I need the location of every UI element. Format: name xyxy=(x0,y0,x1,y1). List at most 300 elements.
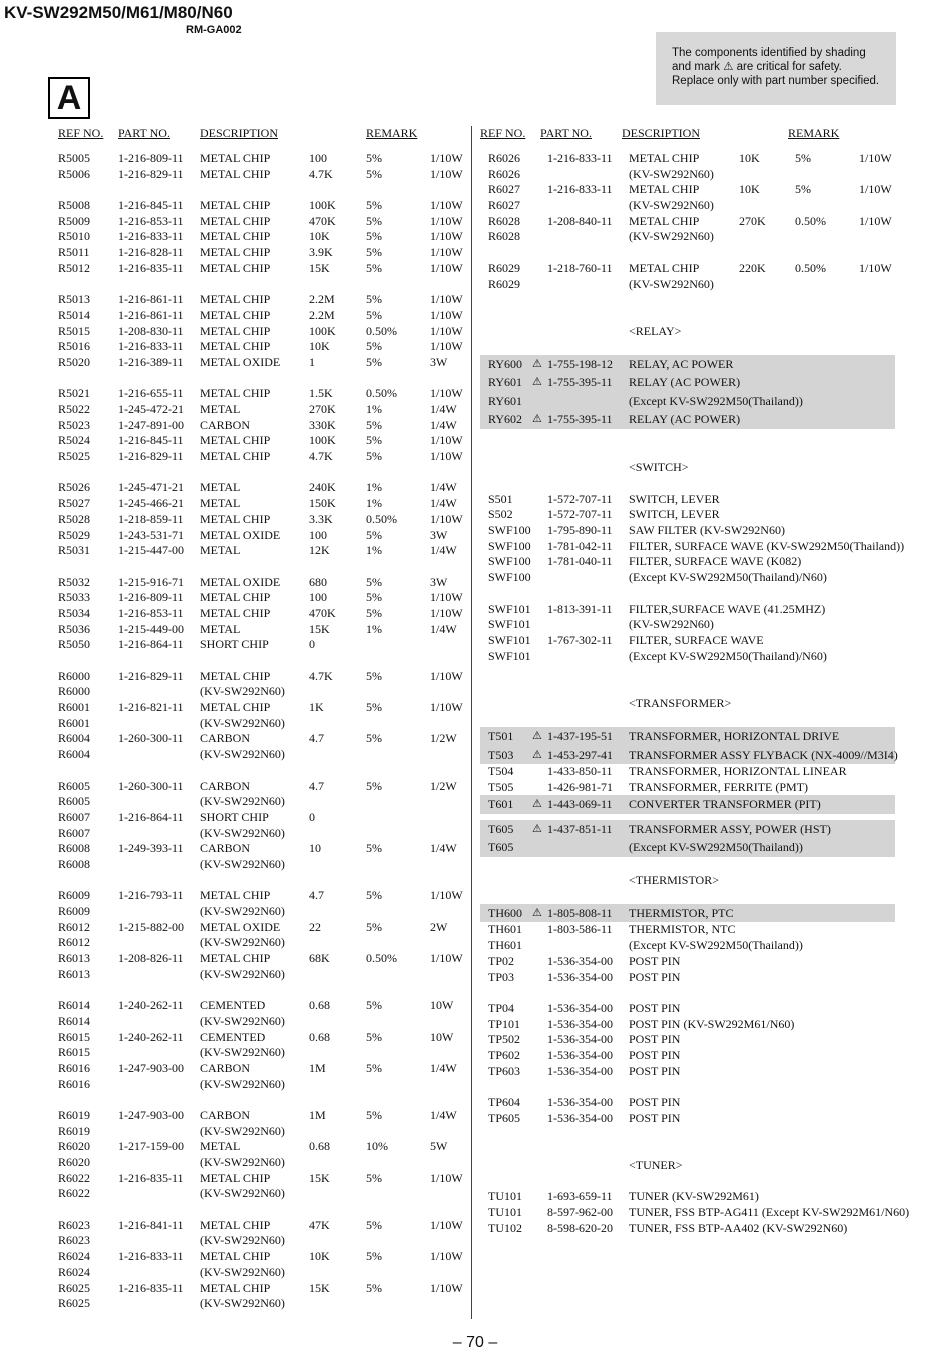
row-gap xyxy=(480,1173,895,1189)
ref-no: SWF100 xyxy=(488,570,531,585)
description: METAL CHIP xyxy=(200,951,271,966)
description: (Except KV-SW292M50(Thailand)/N60) xyxy=(629,570,827,585)
part-no: 1-216-833-11 xyxy=(118,339,184,354)
row-gap xyxy=(480,476,895,492)
row-gap xyxy=(480,664,895,680)
value: 22 xyxy=(309,919,321,934)
part-no: 1-781-040-11 xyxy=(547,554,613,569)
tolerance: 0.50% xyxy=(795,213,826,228)
tolerance: 1% xyxy=(366,402,382,416)
value: 100 xyxy=(309,527,327,542)
parts-row xyxy=(480,633,895,649)
part-no: 1-216-833-11 xyxy=(118,1249,184,1264)
ref-no: R6019 xyxy=(58,1107,91,1122)
parts-row xyxy=(58,308,468,324)
tolerance: 5% xyxy=(795,182,811,197)
ref-no: R6009 xyxy=(58,888,91,903)
description: (KV-SW292N60) xyxy=(200,935,285,950)
parts-row xyxy=(58,167,468,183)
parts-row xyxy=(58,229,468,245)
parts-row xyxy=(480,554,895,570)
ref-no: R5022 xyxy=(58,402,91,416)
category-heading xyxy=(480,873,895,889)
description: CEMENTED xyxy=(200,1029,266,1044)
description: METAL CHIP xyxy=(629,260,700,275)
ref-no: R6019 xyxy=(58,1123,91,1138)
part-no: 1-249-393-11 xyxy=(118,841,184,856)
value: 2.2M xyxy=(309,292,335,307)
description: METAL CHIP xyxy=(629,213,700,228)
tolerance: 5% xyxy=(366,778,382,793)
tolerance: 1% xyxy=(366,621,382,636)
value: 15K xyxy=(309,260,330,275)
category-heading xyxy=(480,696,895,712)
parts-row xyxy=(480,182,895,198)
value: 4.7 xyxy=(309,731,324,746)
part-no: 1-240-262-11 xyxy=(118,1029,184,1044)
part-no: 1-216-389-11 xyxy=(118,354,184,369)
parts-row xyxy=(58,214,468,230)
tolerance: 5% xyxy=(366,574,382,589)
ref-no: R5006 xyxy=(58,166,91,181)
parts-row xyxy=(58,606,468,622)
tolerance: 0.50% xyxy=(366,511,397,526)
ref-no: R5021 xyxy=(58,386,91,401)
ref-no: RY601 xyxy=(488,393,523,408)
row-gap xyxy=(58,371,468,387)
ref-no: RY601 xyxy=(488,375,523,390)
value: 1K xyxy=(309,700,324,715)
part-no: 1-216-841-11 xyxy=(118,1217,184,1232)
ref-no: TP603 xyxy=(488,1063,521,1078)
rating: 1/4W xyxy=(430,621,457,636)
parts-row xyxy=(480,538,905,555)
ref-no: R6009 xyxy=(58,904,91,918)
ref-no: R5023 xyxy=(58,417,91,432)
ref-no: R6004 xyxy=(58,747,91,762)
parts-row xyxy=(58,292,468,308)
description: METAL CHIP xyxy=(200,668,271,683)
ref-no: TP604 xyxy=(488,1095,521,1109)
description: THERMISTOR, NTC xyxy=(629,922,736,937)
ref-no: TP02 xyxy=(488,953,515,968)
tolerance: 5% xyxy=(366,151,382,165)
parts-row xyxy=(480,1095,895,1111)
part-no: 1-245-466-21 xyxy=(118,496,184,511)
description: POST PIN xyxy=(629,1095,681,1109)
part-no: 8-598-620-20 xyxy=(547,1220,613,1235)
parts-list-right xyxy=(480,151,910,1236)
row-gap xyxy=(480,245,895,261)
description: (KV-SW292N60) xyxy=(200,825,285,840)
ref-no: T505 xyxy=(488,779,514,794)
tolerance: 0.50% xyxy=(366,386,397,401)
ref-no: R5028 xyxy=(58,511,91,526)
safety-critical-row xyxy=(480,904,895,923)
tolerance: 5% xyxy=(366,433,382,448)
rating: 1/4W xyxy=(430,1107,457,1122)
part-no: 1-437-195-51 xyxy=(547,729,613,743)
tolerance: 5% xyxy=(366,417,382,432)
part-no: 1-216-861-11 xyxy=(118,307,184,322)
ref-no: R6014 xyxy=(58,1013,91,1028)
parts-row xyxy=(58,543,468,559)
rating: 1/10W xyxy=(859,182,892,197)
parts-row xyxy=(58,1249,468,1265)
part-no: 1-208-830-11 xyxy=(118,323,184,338)
description: TUNER, FSS BTP-AG411 (Except KV-SW292M61/N60) xyxy=(629,1204,910,1219)
part-no: 1-693-659-11 xyxy=(547,1189,613,1204)
part-no: 1-755-198-12 xyxy=(547,356,613,371)
ref-no: R6016 xyxy=(58,1076,91,1091)
row-gap xyxy=(480,888,895,904)
description: (KV-SW292N60) xyxy=(200,1076,285,1091)
part-no: 1-216-809-11 xyxy=(118,590,184,605)
ref-no: TH601 xyxy=(488,938,522,953)
row-gap xyxy=(58,1202,468,1218)
part-no: 1-216-809-11 xyxy=(118,151,184,165)
parts-row xyxy=(58,888,468,904)
row-gap xyxy=(58,1092,468,1108)
parts-row xyxy=(58,731,468,747)
row-gap xyxy=(480,339,895,355)
ref-no: R5024 xyxy=(58,433,91,448)
tolerance: 5% xyxy=(366,1029,382,1044)
description: METAL OXIDE xyxy=(200,919,281,934)
parts-row xyxy=(480,780,895,796)
ref-no: R5050 xyxy=(58,637,91,652)
parts-row xyxy=(58,857,468,873)
tolerance: 5% xyxy=(366,213,382,228)
description: METAL CHIP xyxy=(200,511,271,526)
part-no: 1-803-586-11 xyxy=(547,922,613,937)
rating: 5W xyxy=(430,1139,448,1154)
header-part-no: PART NO. xyxy=(540,126,592,140)
rating: 1/10W xyxy=(430,1249,463,1264)
tolerance: 5% xyxy=(795,151,811,165)
parts-row xyxy=(480,970,895,986)
parts-row xyxy=(58,433,468,449)
description: CARBON xyxy=(200,417,251,432)
parts-row xyxy=(480,1048,895,1064)
ref-no: R5020 xyxy=(58,354,91,369)
ref-no: R5032 xyxy=(58,574,91,589)
description: SHORT CHIP xyxy=(200,809,269,824)
description: (KV-SW292N60) xyxy=(629,229,714,244)
description: METAL CHIP xyxy=(629,182,700,197)
ref-no: R6013 xyxy=(58,951,91,966)
description: TRANSFORMER, HORIZONTAL LINEAR xyxy=(629,764,847,778)
value: 3.3K xyxy=(309,511,333,526)
parts-row xyxy=(58,1045,468,1061)
ref-no: SWF100 xyxy=(488,538,531,553)
description: (KV-SW292N60) xyxy=(200,1264,285,1279)
description: METAL CHIP xyxy=(200,386,271,401)
part-no: 1-216-864-11 xyxy=(118,637,184,652)
ref-no: T504 xyxy=(488,764,514,778)
rating: 10W xyxy=(430,1029,454,1044)
value: 240K xyxy=(309,480,336,495)
value: 1 xyxy=(309,354,315,369)
ref-no: R5031 xyxy=(58,543,91,558)
row-gap xyxy=(480,711,895,727)
warning-triangle-icon: ⚠ xyxy=(532,729,542,742)
value: 2.2M xyxy=(309,307,335,322)
ref-no: R6016 xyxy=(58,1060,91,1075)
description: CARBON xyxy=(200,778,251,793)
value: 15K xyxy=(309,1170,330,1185)
description: CARBON xyxy=(200,731,251,746)
description: (KV-SW292N60) xyxy=(200,1155,285,1169)
parts-row xyxy=(58,198,468,214)
part-no: 1-437-851-11 xyxy=(547,821,613,836)
header-description: DESCRIPTION xyxy=(622,126,701,140)
warning-triangle-icon: ⚠ xyxy=(532,797,542,811)
description: METAL CHIP xyxy=(200,1249,271,1264)
ref-no: T501 xyxy=(488,729,514,743)
row-gap xyxy=(480,308,895,324)
rating: 1/10W xyxy=(430,1217,463,1232)
ref-no: R6022 xyxy=(58,1170,91,1185)
part-no: 1-216-835-11 xyxy=(118,1170,184,1185)
ref-no: R5014 xyxy=(58,307,91,322)
value: 3.9K xyxy=(309,245,333,260)
value: 15K xyxy=(309,1280,330,1295)
part-no: 1-245-471-21 xyxy=(118,480,184,495)
parts-row xyxy=(58,386,468,402)
description: (KV-SW292N60) xyxy=(200,904,285,918)
description: METAL xyxy=(200,1139,241,1154)
rating: 1/10W xyxy=(430,511,463,526)
parts-row xyxy=(480,1017,895,1033)
parts-row xyxy=(480,523,895,539)
tolerance: 0.50% xyxy=(366,323,397,338)
header-ref-no: REF NO. xyxy=(58,126,104,140)
warning-triangle-icon: ⚠ xyxy=(532,356,542,370)
tolerance: 5% xyxy=(366,1280,382,1295)
rating: 1/10W xyxy=(430,668,463,683)
description: FILTER,SURFACE WAVE (41.25MHZ) xyxy=(629,601,826,616)
value: 270K xyxy=(739,213,766,228)
parts-row xyxy=(480,922,895,938)
parts-row xyxy=(58,480,468,496)
ref-no: R6004 xyxy=(58,731,91,746)
parts-row xyxy=(58,998,468,1014)
parts-row xyxy=(58,1218,468,1234)
part-no: 1-208-840-11 xyxy=(547,213,613,228)
part-no: 1-216-829-11 xyxy=(118,668,184,683)
value: 4.7 xyxy=(309,778,324,793)
description: (KV-SW292N60) xyxy=(629,276,714,291)
description: CONVERTER TRANSFORMER (PIT) xyxy=(629,797,821,812)
rating: 1/10W xyxy=(430,213,463,228)
parts-row xyxy=(58,324,468,340)
rating: 1/10W xyxy=(430,292,463,307)
rating: 1/10W xyxy=(430,260,463,275)
parts-row xyxy=(58,1108,468,1124)
rating: 1/10W xyxy=(430,198,463,213)
tolerance: 5% xyxy=(366,198,382,213)
part-no: 1-216-835-11 xyxy=(118,1280,184,1295)
parts-row xyxy=(480,507,895,523)
part-no: 1-216-845-11 xyxy=(118,198,184,213)
part-no: 1-216-828-11 xyxy=(118,245,184,260)
description: POST PIN xyxy=(629,1047,681,1062)
part-no: 1-216-845-11 xyxy=(118,433,184,448)
rating: 1/10W xyxy=(430,386,463,401)
parts-row xyxy=(58,1030,468,1046)
header-remark: REMARK xyxy=(366,126,418,140)
rating: 1/10W xyxy=(430,888,463,903)
ref-no: R6008 xyxy=(58,856,91,871)
parts-row xyxy=(58,684,468,700)
rating: 1/4W xyxy=(430,402,457,416)
description: RELAY, AC POWER xyxy=(629,356,734,371)
row-gap xyxy=(58,873,468,889)
part-no: 1-216-829-11 xyxy=(118,166,184,181)
ref-no: T605 xyxy=(488,840,514,855)
parts-row xyxy=(58,245,468,261)
description: TRANSFORMER ASSY FLYBACK (NX-4009//M3I4) xyxy=(629,747,898,762)
part-no: 1-215-916-71 xyxy=(118,574,184,589)
value: 10 xyxy=(309,841,321,856)
safety-critical-row xyxy=(480,727,895,746)
parts-row xyxy=(58,496,468,512)
tolerance: 5% xyxy=(366,1107,382,1122)
ref-no: SWF101 xyxy=(488,632,531,647)
part-no: 1-805-808-11 xyxy=(547,905,613,920)
ref-no: R5036 xyxy=(58,621,91,636)
description: CARBON xyxy=(200,841,251,856)
safety-critical-row xyxy=(480,410,895,429)
value: 270K xyxy=(309,402,336,416)
description: METAL xyxy=(200,402,241,416)
rating: 1/4W xyxy=(430,417,457,432)
category-heading xyxy=(480,324,895,340)
row-gap xyxy=(58,277,468,293)
description: RELAY (AC POWER) xyxy=(629,412,741,427)
parts-row xyxy=(480,649,895,665)
description: POST PIN xyxy=(629,969,681,984)
ref-no: R6020 xyxy=(58,1139,91,1154)
value: 10K xyxy=(309,1249,330,1264)
value: 10K xyxy=(309,339,330,354)
description: (KV-SW292N60) xyxy=(200,856,285,871)
tolerance: 5% xyxy=(366,605,382,620)
ref-no: SWF101 xyxy=(488,617,531,632)
ref-no: R5015 xyxy=(58,323,91,338)
value: 100K xyxy=(309,433,336,448)
tolerance: 5% xyxy=(366,668,382,683)
part-no: 1-536-354-00 xyxy=(547,1095,613,1109)
rating: 1/10W xyxy=(859,213,892,228)
ref-no: SWF101 xyxy=(488,601,531,616)
description: METAL CHIP xyxy=(200,1217,271,1232)
parts-row xyxy=(480,214,895,230)
part-no: 1-216-853-11 xyxy=(118,213,184,228)
ref-no: SWF100 xyxy=(488,554,531,569)
description: METAL CHIP xyxy=(200,213,271,228)
value: 470K xyxy=(309,213,336,228)
ref-no: SWF101 xyxy=(488,648,531,663)
part-no: 1-216-833-11 xyxy=(547,182,613,197)
value: 10K xyxy=(739,182,760,197)
row-gap xyxy=(480,429,895,445)
description: FILTER, SURFACE WAVE (K082) xyxy=(629,554,802,569)
description: METAL OXIDE xyxy=(200,574,281,589)
ref-no: TP101 xyxy=(488,1016,521,1031)
ref-no: R5026 xyxy=(58,480,91,495)
ref-no: R6005 xyxy=(58,778,91,793)
parts-row xyxy=(480,570,895,586)
rating: 1/4W xyxy=(430,496,457,511)
part-no: 1-215-447-00 xyxy=(118,543,184,558)
value: 100 xyxy=(309,151,327,165)
tolerance: 5% xyxy=(366,307,382,322)
row-gap xyxy=(480,1142,895,1158)
part-no: 1-795-890-11 xyxy=(547,523,613,538)
rating: 1/10W xyxy=(430,151,463,165)
description: METAL xyxy=(200,496,241,511)
description: METAL xyxy=(200,621,241,636)
ref-no: R6005 xyxy=(58,794,91,809)
value: 0 xyxy=(309,809,315,824)
rating: 3W xyxy=(430,574,448,589)
value: 100K xyxy=(309,323,336,338)
value: 15K xyxy=(309,621,330,636)
parts-row xyxy=(58,669,468,685)
part-no: 1-216-835-11 xyxy=(118,260,184,275)
ref-no: TP03 xyxy=(488,969,515,984)
description: (Except KV-SW292M50(Thailand)/N60) xyxy=(629,648,827,663)
rating: 1/4W xyxy=(430,841,457,856)
row-gap xyxy=(480,1079,895,1095)
ref-no: R5025 xyxy=(58,449,91,464)
rating: 1/10W xyxy=(430,590,463,605)
description: (KV-SW292N60) xyxy=(200,966,285,981)
tolerance: 1% xyxy=(366,496,382,511)
ref-no: R6028 xyxy=(488,213,521,228)
description: METAL CHIP xyxy=(200,700,271,715)
description: TUNER (KV-SW292M61) xyxy=(629,1189,759,1204)
parts-row xyxy=(58,637,468,653)
description: POST PIN xyxy=(629,1000,681,1015)
description: TRANSFORMER ASSY, POWER (HST) xyxy=(629,821,831,836)
value: 10K xyxy=(309,229,330,244)
category-heading xyxy=(480,460,895,476)
part-no: 1-217-159-00 xyxy=(118,1139,184,1154)
parts-row xyxy=(480,1111,895,1127)
safety-critical-row xyxy=(480,373,895,392)
part-no: 1-216-821-11 xyxy=(118,700,184,715)
description: POST PIN (KV-SW292M61/N60) xyxy=(629,1016,795,1031)
ref-no: R6007 xyxy=(58,809,91,824)
value: 680 xyxy=(309,574,327,589)
header-remark: REMARK xyxy=(788,126,840,140)
column-header xyxy=(480,126,895,151)
description: METAL CHIP xyxy=(200,449,271,464)
parts-row xyxy=(480,1221,895,1237)
rating: 1/2W xyxy=(430,778,457,793)
description: (KV-SW292N60) xyxy=(200,794,285,809)
parts-row xyxy=(58,1296,468,1312)
description: (KV-SW292N60) xyxy=(200,747,285,762)
description: METAL CHIP xyxy=(200,260,271,275)
row-gap xyxy=(58,982,468,998)
category-label: <TUNER> xyxy=(629,1157,683,1172)
description: METAL CHIP xyxy=(200,323,271,338)
value: 0.68 xyxy=(309,1139,330,1154)
